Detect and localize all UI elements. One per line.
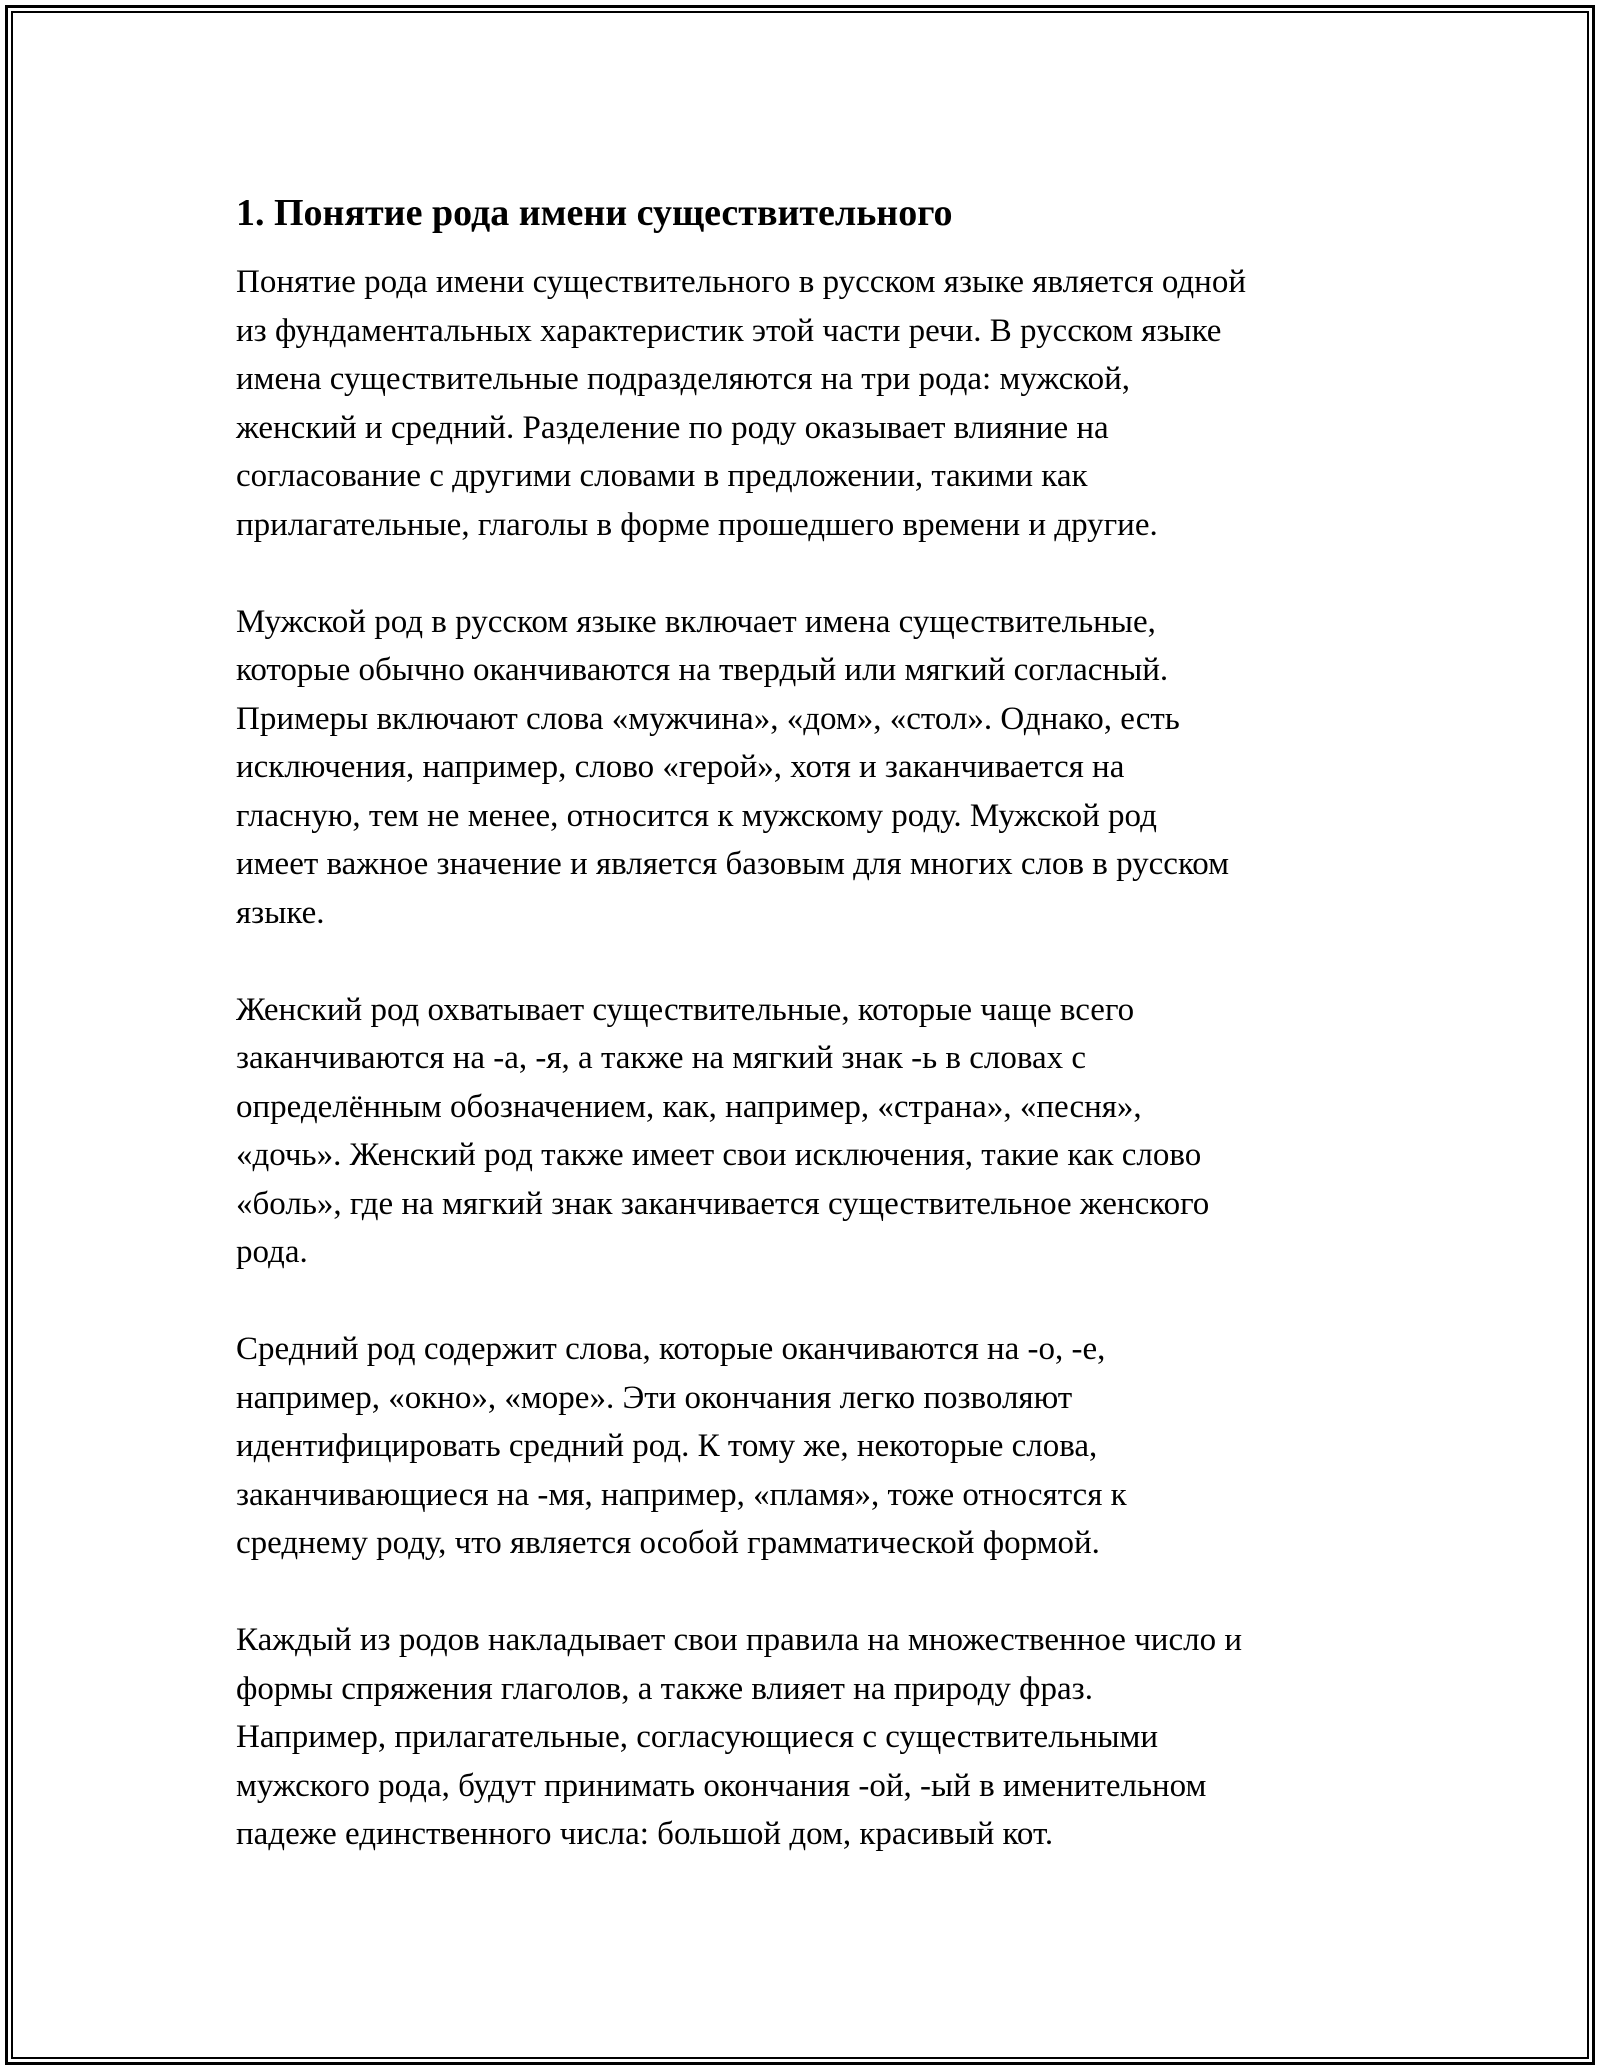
text-line: гласную, тем не менее, относится к мужскому роду. Мужской род xyxy=(236,797,1157,834)
paragraph-intro xyxy=(236,258,1376,549)
text-line: мужского рода, будут принимать окончания -ой, -ый в именительном xyxy=(236,1767,1207,1804)
text-line: «боль», где на мягкий знак заканчивается существительное женского xyxy=(236,1185,1210,1222)
text-line: языке. xyxy=(236,894,325,931)
paragraph-conclusion xyxy=(236,1616,1376,1859)
text-line: Понятие рода имени существительного в русском языке является одной xyxy=(236,264,1246,300)
text-line: имеет важное значение и является базовым для многих слов в русском xyxy=(236,846,1230,882)
text-line: заканчивающиеся на -мя, например, «пламя», тоже относятся к xyxy=(236,1476,1127,1513)
text-line: Примеры включают слова «мужчина», «дом», «стол». Однако, есть xyxy=(236,700,1180,737)
text-line: среднему роду, что является особой грамматической формой. xyxy=(236,1525,1100,1561)
text-line: идентифицировать средний род. К тому же, некоторые слова, xyxy=(236,1428,1098,1464)
text-line: согласование с другими словами в предложении, такими как xyxy=(236,458,1088,494)
text-line: которые обычно оканчиваются на твердый или мягкий согласный. xyxy=(236,652,1169,688)
text-line: прилагательные, глаголы в форме прошедшего времени и другие. xyxy=(236,506,1158,543)
text-line: Каждый из родов накладывает свои правила на множественное число и xyxy=(236,1622,1242,1658)
text-line: например, «окно», «море». Эти окончания легко позволяют xyxy=(236,1379,1073,1416)
text-line: падеже единственного числа: большой дом, красивый кот. xyxy=(236,1816,1054,1852)
text-line: Женский род охватывает существительные, которые чаще всего xyxy=(236,991,1135,1028)
paragraph-feminine xyxy=(236,986,1376,1277)
section-heading: 1. Понятие рода имени существительного xyxy=(236,192,953,234)
paragraph-masculine xyxy=(236,598,1376,938)
text-line: исключения, например, слово «герой», хотя и заканчивается на xyxy=(236,749,1125,785)
text-line: определённым обозначением, как, например, «страна», «песня», xyxy=(236,1088,1142,1125)
text-line: Средний род содержит слова, которые оканчиваются на -о, -е, xyxy=(236,1331,1106,1367)
text-line: женский и средний. Разделение по роду оказывает влияние на xyxy=(236,409,1109,446)
text-line: Например, прилагательные, согласующиеся с существительными xyxy=(236,1719,1159,1755)
text-line: из фундаментальных характеристик этой части речи. В русском языке xyxy=(236,312,1222,349)
text-line: имена существительные подразделяются на три рода: мужской, xyxy=(236,361,1131,397)
text-line: рода. xyxy=(236,1234,308,1270)
paragraph-neuter xyxy=(236,1325,1376,1568)
text-line: «дочь». Женский род также имеет свои исключения, такие как слово xyxy=(236,1137,1202,1173)
text-line: формы спряжения глаголов, а также влияет на природу фраз. xyxy=(236,1670,1093,1707)
text-line: заканчиваются на -а, -я, а также на мягкий знак -ь в словах с xyxy=(236,1040,1087,1076)
document-body xyxy=(236,188,1376,1907)
text-line: Мужской род в русском языке включает имена существительные, xyxy=(236,603,1156,640)
